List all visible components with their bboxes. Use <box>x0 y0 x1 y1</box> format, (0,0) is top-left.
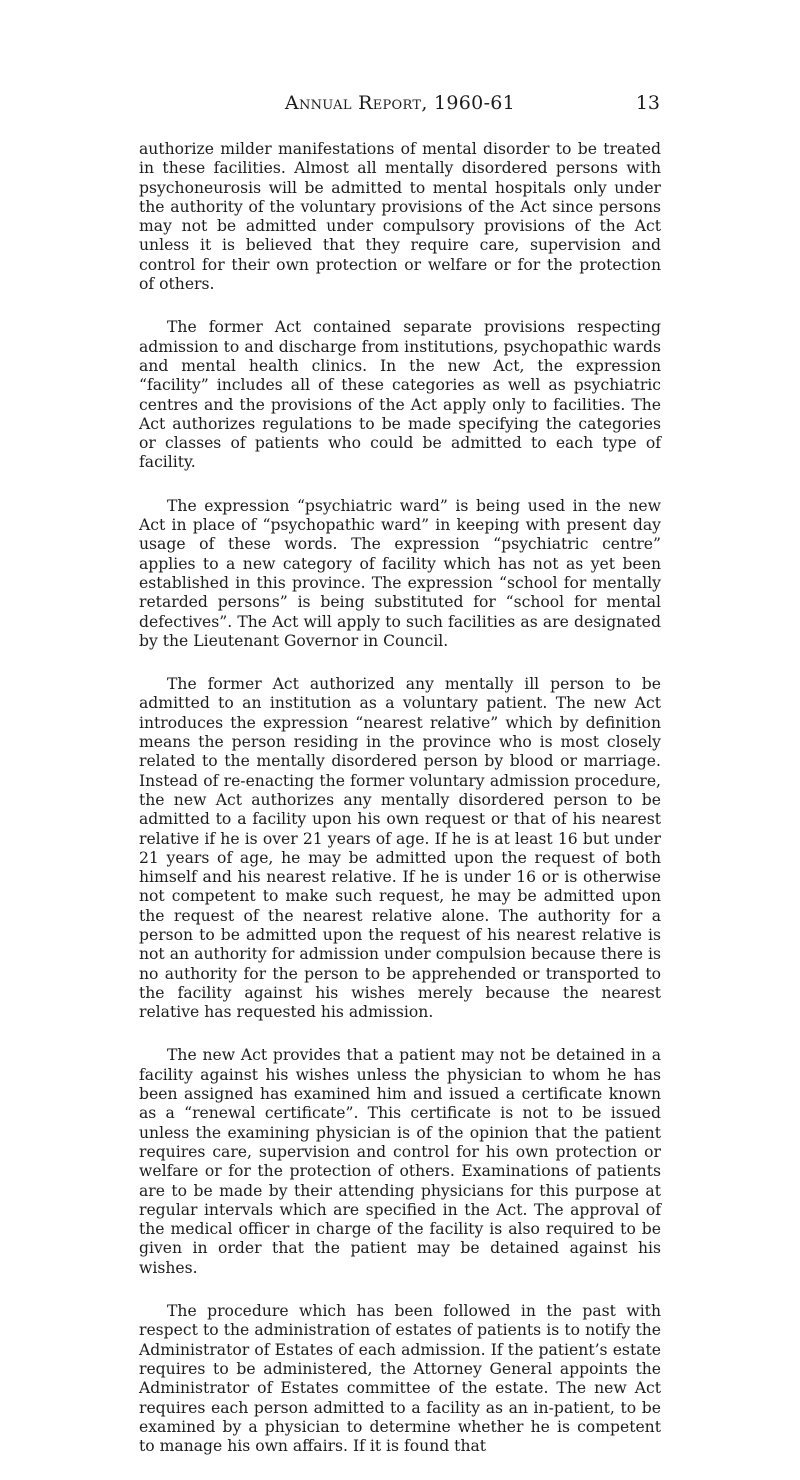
paragraph: The expression “psychiatric ward” is being used in the new Act in place of “psychopathic ward” in keeping with present day usage of these words. The expression “psychiatric centre” applies to a new category of facility which has not as yet been established in this province. The expression “school for mentally retarded persons” is being substituted for “school for mental defectives”. The Act will apply to such facilities as are designated by the Lieutenant Governor in Council. <box>139 496 661 650</box>
body-text <box>139 140 661 1480</box>
paragraph: The procedure which has been followed in the past with respect to the administration of estates of patients is to notify the Administrator of Estates of each admission. If the patient’s estate requires to be administered, the Attorney General appoints the Administrator of Estates committee of the estate. The new Act requires each person admitted to a facility as an in-patient, to be examined by a physician to determine whether he is competent to manage his own affairs. If it is found that <box>139 1302 661 1456</box>
running-title: Annual Report, 1960-61 <box>284 92 516 114</box>
paragraph: The former Act authorized any mentally ill person to be admitted to an institution as a voluntary patient. The new Act introduces the expression “nearest relative” which by definition means the person residing in the province who is most closely related to the mentally disordered person by blood or marriage. Instead of re-enacting the former voluntary admission procedure, the new Act authorizes any mentally disordered person to be admitted to a facility upon his own request or that of his nearest relative if he is over 21 years of age. If he is at least 16 but under 21 years of age, he may be admitted upon the request of both himself and his nearest relative. If he is under 16 or is otherwise not competent to make such request, he may be admitted upon the request of the nearest relative alone. The authority for a person to be admitted upon the request of his nearest relative is not an authority for admission under compulsion because there is no authority for the person to be apprehended or transported to the facility against his wishes merely because the nearest relative has requested his admission. <box>139 675 661 1022</box>
paragraph: The new Act provides that a patient may not be detained in a facility against his wishes unless the physician to whom he has been assigned has examined him and issued a certificate known as a “renewal certificate”. This certificate is not to be issued unless the examining physician is of the opinion that the patient requires care, supervision and control for his own protection or welfare or for the protection of others. Examinations of patients are to be made by their attending physicians for this purpose at regular intervals which are specified in the Act. The approval of the medical officer in charge of the facility is also required to be given in order that the patient may be detained against his wishes. <box>139 1046 661 1277</box>
page-header <box>0 92 800 122</box>
paragraph: The former Act contained separate provisions respecting admission to and discharge from institutions, psychopathic wards and mental health clinics. In the new Act, the expression “facility” includes all of these categories as well as psychiatric centres and the provisions of the Act apply only to facilities. The Act authorizes regulations to be made specifying the categories or classes of patients who could be admitted to each type of facility. <box>139 318 661 472</box>
paragraph: authorize milder manifestations of mental disorder to be treated in these facilities. Almost all mentally disordered persons with psychoneurosis will be admitted to mental hospitals only under the authority of the voluntary provisions of the Act since persons may not be admitted under compulsory provisions of the Act unless it is believed that they require care, supervision and control for their own protection or welfare or for the protection of others. <box>139 140 661 294</box>
page-number: 13 <box>635 92 660 114</box>
